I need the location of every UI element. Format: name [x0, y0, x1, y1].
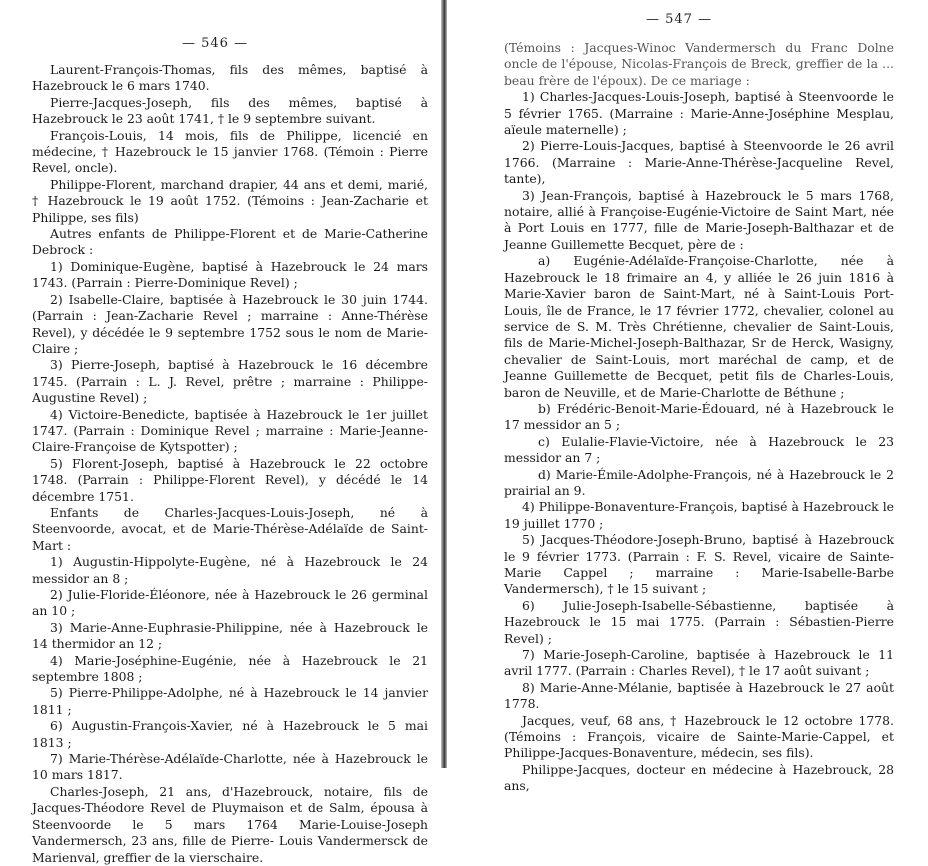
list-item: c) Eulalie-Flavie-Victoire, née à Hazebrouck le 23 messidor an 7 ;	[504, 433, 894, 466]
list-item: d) Marie-Émile-Adolphe-François, né à Hazebrouck le 2 prairial an 9.	[504, 466, 894, 498]
book-gutter	[441, 0, 447, 768]
list-item: 5) Florent-Joseph, baptisé à Hazebrouck le 22 octobre 1748. (Parrain : Philippe-Florent Revel), y décédé le 14 décembre 1751.	[32, 455, 428, 504]
list-item: b) Frédéric-Benoit-Marie-Édouard, né à Hazebrouck le 17 messidor an 5 ;	[504, 400, 894, 433]
page-number-right: — 547 —	[646, 12, 713, 27]
list-item: 4) Marie-Joséphine-Eugénie, née à Hazebrouck le 21 septembre 1808 ;	[32, 652, 428, 685]
paragraph: Philippe-Florent, marchand drapier, 44 ans et demi, marié, † Hazebrouck le 19 août 1752. (Témoins : Jean-Zacharie et Philippe, ses fils)	[32, 176, 428, 225]
list-item: a) Eugénie-Adélaïde-Françoise-Charlotte, née à Hazebrouck le 18 frimaire an 4, y alliée le 26 juin 1816 à Marie-Xavier baron de Saint-Mart, né à Saint-Louis Port-Louis, île de France, le 17 février 1772, chevalier, colonel au service de S. M. Très Chrétienne, chevalier de Saint-Louis, fils de Marie-Michel-Joseph-Balthazar, Sr de Herck, Wasigny, chevalier de Saint-Louis, mort maréchal de camp, et de Jeanne Guillemette de Becquet, petit fils de Charles-Louis, baron de Neuville, et de Marie-Charlotte de Béthune ;	[504, 253, 894, 400]
list-item: 1) Augustin-Hippolyte-Eugène, né à Hazebrouck le 24 messidor an 8 ;	[32, 554, 428, 586]
right-page	[448, 0, 928, 794]
list-item: 6) Augustin-François-Xavier, né à Hazebrouck le 5 mai 1813 ;	[32, 718, 428, 750]
paragraph: Philippe-Jacques, docteur en médecine à Hazebrouck, 28 ans,	[504, 761, 894, 794]
list-item: 4) Philippe-Bonaventure-François, baptisé à Hazebrouck le 19 juillet 1770 ;	[504, 499, 894, 531]
list-item: 5) Jacques-Théodore-Joseph-Bruno, baptisé à Hazebrouck le 9 février 1773. (Parrain : F. S. Revel, vicaire de Sainte-Marie Cappel ; marraine : Marie-Isabelle-Barbe Vandermersch), † le 15 suivant ;	[504, 532, 894, 597]
list-item: 6) Julie-Joseph-Isabelle-Sébastienne, baptisée à Hazebrouck le 15 mai 1775. (Parrain : Sébastien-Pierre Revel) ;	[504, 597, 894, 646]
left-page-text	[32, 62, 428, 866]
list-item: 8) Marie-Anne-Mélanie, baptisée à Hazebrouck le 27 août 1778.	[504, 679, 894, 712]
list-item: 2) Pierre-Louis-Jacques, baptisé à Steenvoorde le 26 avril 1766. (Marraine : Marie-Anne-Thérèse-Jacqueline Revel, tante),	[504, 138, 894, 187]
list-item: 7) Marie-Thérèse-Adélaïde-Charlotte, née à Hazebrouck le 10 mars 1817.	[32, 751, 428, 783]
list-item: 2) Isabelle-Claire, baptisée à Hazebrouck le 30 juin 1744. (Parrain : Jean-Zacharie Revel ; marraine : Anne-Thérèse Revel), y décédée le 9 septembre 1752 sous le nom de Marie-Claire ;	[32, 291, 428, 356]
paragraph: Jacques, veuf, 68 ans, † Hazebrouck le 12 octobre 1778. (Témoins : François, vicaire de Sainte-Marie-Cappel, et Philippe-Jacques-Bonaventure, médecin, ses fils).	[504, 712, 894, 761]
paragraph: Charles-Joseph, 21 ans, d'Hazebrouck, notaire, fils de Jacques-Théodore Revel de Pluymaison et de Salm, épousa à Steenvoorde le 5 mars 1764 Marie-Louise-Joseph Vandermersch, 23 ans, fille de Pierre- Louis Vandermersck de Marienval, greffier de la vierschaire.	[32, 783, 428, 865]
paragraph: Enfants de Charles-Jacques-Louis-Joseph, né à Steenvoorde, avocat, et de Marie-Thérèse-Adélaïde de Saint-Mart :	[32, 504, 428, 553]
list-item: 1) Dominique-Eugène, baptisé à Hazebrouck le 24 mars 1743. (Parrain : Pierre-Dominique Revel) ;	[32, 258, 428, 291]
paragraph: François-Louis, 14 mois, fils de Philippe, licencié en médecine, † Hazebrouck le 15 janvier 1768. (Témoin : Pierre Revel, oncle).	[32, 127, 428, 176]
paragraph: Laurent-François-Thomas, fils des mêmes, baptisé à Hazebrouck le 6 mars 1740.	[32, 62, 428, 94]
list-item: 3) Pierre-Joseph, baptisé à Hazebrouck le 16 décembre 1745. (Parrain : L. J. Revel, prêtre ; marraine : Philippe-Augustine Revel) ;	[32, 357, 428, 406]
page-number-left: — 546 —	[182, 36, 249, 51]
list-item: 4) Victoire-Benedicte, baptisée à Hazebrouck le 1er juillet 1747. (Parrain : Dominique Revel ; marraine : Marie-Jeanne-Claire-Françoise de Kytspotter) ;	[32, 406, 428, 455]
paragraph: Autres enfants de Philippe-Florent et de Marie-Catherine Debrock :	[32, 226, 428, 258]
paragraph: (Témoins : Jacques-Winoc Vandermersch du Franc Dolne oncle de l'épouse, Nicolas-François de Breck, greffier de la ... beau frère de l'époux). De ce mariage :	[504, 40, 894, 88]
list-item: 3) Marie-Anne-Euphrasie-Philippine, née à Hazebrouck le 14 thermidor an 12 ;	[32, 619, 428, 652]
list-item: 1) Charles-Jacques-Louis-Joseph, baptisé à Steenvoorde le 5 février 1765. (Marraine : Marie-Anne-Joséphine Mesplau, aïeule maternelle) ;	[504, 89, 894, 138]
right-page-text	[504, 40, 894, 795]
list-item: 3) Jean-François, baptisé à Hazebrouck le 5 mars 1768, notaire, allié à Françoise-Eugénie-Victoire de Saint Mart, née à Port Louis en 1777, fille de Marie-Joseph-Balthazar et de Jeanne Guillemette Becquet, père de :	[504, 187, 894, 252]
list-item: 5) Pierre-Philippe-Adolphe, né à Hazebrouck le 14 janvier 1811 ;	[32, 685, 428, 717]
list-item: 2) Julie-Floride-Éléonore, née à Hazebrouck le 26 germinal an 10 ;	[32, 587, 428, 619]
list-item: 7) Marie-Joseph-Caroline, baptisée à Hazebrouck le 11 avril 1777. (Parrain : Charles Revel), † le 17 août suivant ;	[504, 647, 894, 679]
paragraph: Pierre-Jacques-Joseph, fils des mêmes, baptisé à Hazebrouck le 23 août 1741, † le 9 septembre suivant.	[32, 94, 428, 127]
left-page	[0, 0, 440, 865]
